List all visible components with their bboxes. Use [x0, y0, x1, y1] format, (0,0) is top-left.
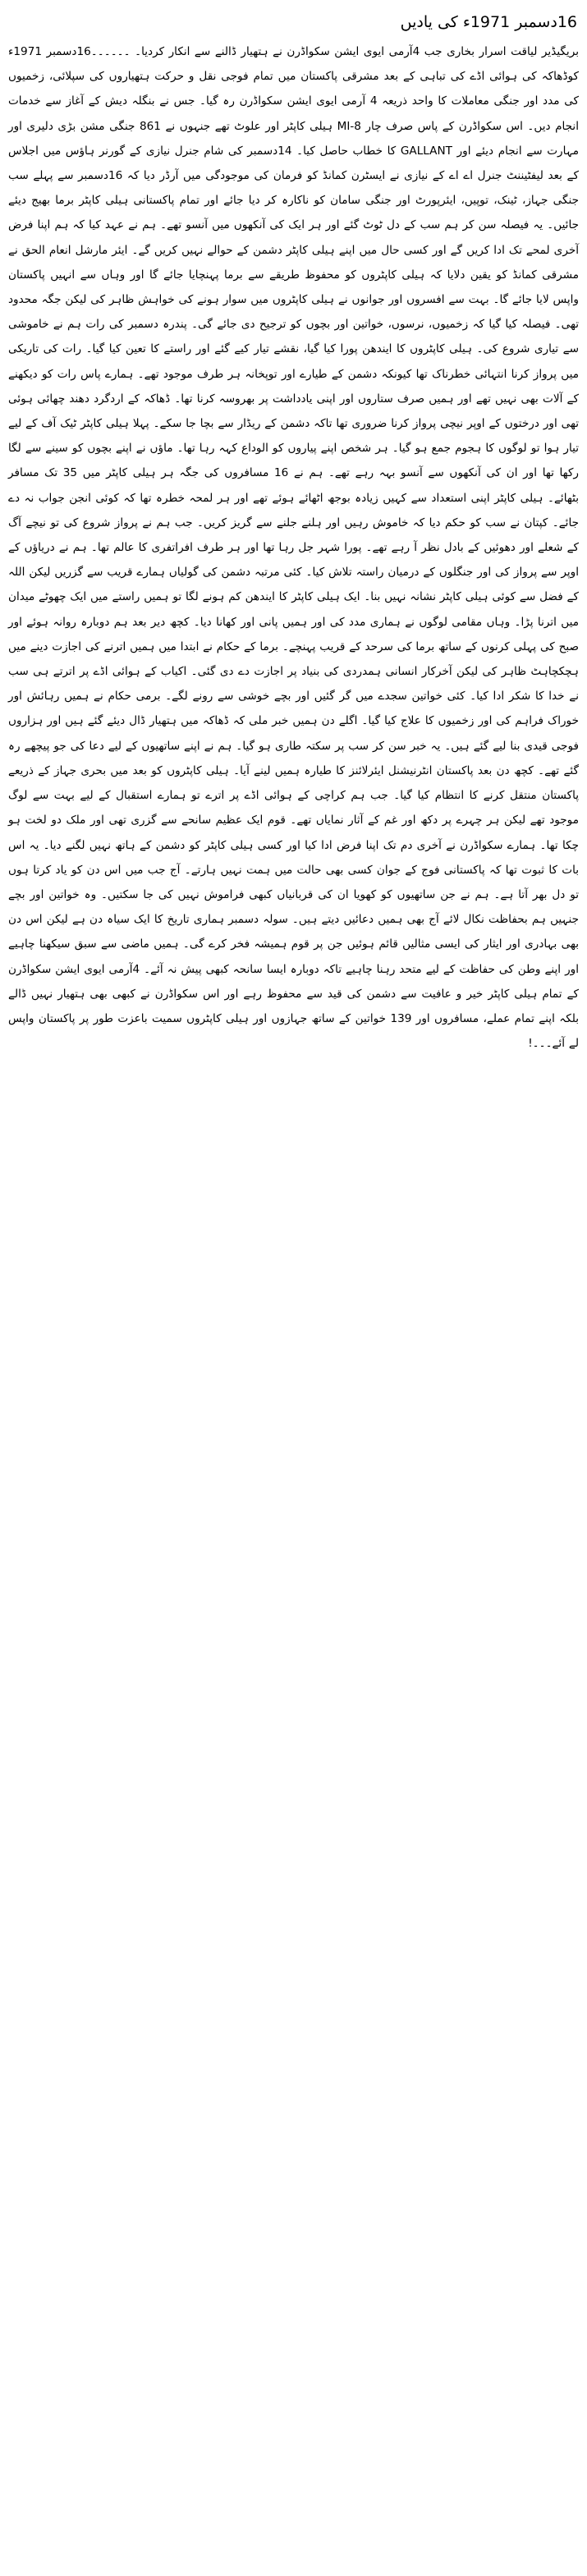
- article-paragraph: بریگیڈیر لیاقت اسرار بخاری جب 4آرمی ایوی ایشن سکواڈرن نے ہتھیار ڈالنے سے انکار کردیا۔ ۔۔۔۔۔۔16دسمبر 1971ء کوڈھاکہ کی ہوائی اڈے کی تباہی کے بعد مشرقی پاکستان میں تمام فوجی نقل و حرکت ہتھیاروں کی سپلائی، زخمیوں کی مدد اور جنگی معاملات کا واحد ذریعہ 4 آرمی ایوی ایشن سکواڈرن رہ گیا۔ جس نے بنگلہ دیش کے آغاز سے خدمات انجام دیں۔ اس سکواڈرن کے پاس صرف چار MI-8 ہیلی کاپٹر اور علوٹ تھے جنہوں نے 861 جنگی مشن بڑی دلیری اور مہارت سے انجام دیئے اور GALLANT کا خطاب حاصل کیا۔ 14دسمبر کی شام جنرل نیازی کے گورنر ہاؤس میں اجلاس کے بعد لیفٹیننٹ جنرل اے اے کے نیازی نے ایسٹرن کمانڈ کو فرمان کی موجودگی میں آرڈر دیا کہ 16دسمبر سے پہلے سب جنگی جہاز، ٹینک، توپیں، ایئرپورٹ اور جنگی سامان کو ناکارہ کر دیا جائے اور تمام پاکستانی ہیلی کاپٹر برما بھیج دیئے جائیں۔ یہ فیصلہ سن کر ہم سب کے دل ٹوٹ گئے اور ہر ایک کی آنکھوں میں آنسو تھے۔ ہم نے عہد کیا کہ ہم اپنا فرض آخری لمحے تک ادا کریں گے اور کسی حال میں اپنے ہیلی کاپٹر دشمن کے حوالے نہیں کریں گے۔ ایئر مارشل انعام الحق نے مشرقی کمانڈ کو یقین دلایا کہ ہیلی کاپٹروں کو محفوظ طریقے سے برما پہنچایا جائے گا اور وہاں سے انہیں پاکستان واپس لایا جائے گا۔ بہت سے افسروں اور جوانوں نے ہیلی کاپٹروں میں سوار ہونے کی خواہش ظاہر کی لیکن جگہ محدود تھی۔ فیصلہ کیا گیا کہ زخمیوں، نرسوں، خواتین اور بچوں کو ترجیح دی جائے گی۔ پندرہ دسمبر کی رات ہم نے خاموشی سے تیاری شروع کی۔ ہیلی کاپٹروں کا ایندھن پورا کیا گیا، نقشے تیار کیے گئے اور راستے کا تعین کیا گیا۔ رات کی تاریکی میں پرواز کرنا انتہائی خطرناک تھا کیونکہ دشمن کے طیارے اور توپخانہ ہر طرف موجود تھے۔ ہمارے پاس رات کو دیکھنے کے آلات بھی نہیں تھے اور ہمیں صرف ستاروں اور اپنی یادداشت پر بھروسہ کرنا تھا۔ ڈھاکہ کے اردگرد دھند چھائی ہوئی تھی اور درختوں کے اوپر نیچی پرواز کرنا ضروری تھا تاکہ دشمن کے ریڈار سے بچا جا سکے۔ پہلا ہیلی کاپٹر ٹیک آف کے لیے تیار ہوا تو لوگوں کا ہجوم جمع ہو گیا۔ ہر شخص اپنے پیاروں کو الوداع کہہ رہا تھا۔ ماؤں نے اپنے بچوں کو سینے سے لگا رکھا تھا اور ان کی آنکھوں سے آنسو بہہ رہے تھے۔ ہم نے 16 مسافروں کی جگہ ہر ہیلی کاپٹر میں 35 تک مسافر بٹھائے۔ ہیلی کاپٹر اپنی استعداد سے کہیں زیادہ بوجھ اٹھائے ہوئے تھے اور ہر لمحہ خطرہ تھا کہ کوئی انجن جواب نہ دے جائے۔ کپتان نے سب کو حکم دیا کہ خاموش رہیں اور ہلنے جلنے سے گریز کریں۔ جب ہم نے پرواز شروع کی تو نیچے آگ کے شعلے اور دھوئیں کے بادل نظر آ رہے تھے۔ پورا شہر جل رہا تھا اور ہر طرف افراتفری کا عالم تھا۔ ہم نے دریاؤں کے اوپر سے پرواز کی اور جنگلوں کے درمیان راستہ تلاش کیا۔ کئی مرتبہ دشمن کی گولیاں ہمارے قریب سے گزریں لیکن اللہ کے فضل سے کوئی ہیلی کاپٹر نشانہ نہیں بنا۔ ایک ہیلی کاپٹر کا ایندھن کم ہونے لگا تو ہمیں راستے میں ایک چھوٹے میدان میں اترنا پڑا۔ وہاں مقامی لوگوں نے ہماری مدد کی اور ہمیں پانی اور کھانا دیا۔ کچھ دیر بعد ہم دوبارہ روانہ ہوئے اور صبح کی پہلی کرنوں کے ساتھ برما کی سرحد کے قریب پہنچے۔ برما کے حکام نے ابتدا میں ہمیں اترنے کی اجازت دینے میں ہچکچاہٹ ظاہر کی لیکن آخرکار انسانی ہمدردی کی بنیاد پر اجازت دے دی گئی۔ اکیاب کے ہوائی اڈے پر اترتے ہی سب نے خدا کا شکر ادا کیا۔ کئی خواتین سجدے میں گر گئیں اور بچے خوشی سے رونے لگے۔ برمی حکام نے ہمیں رہائش اور خوراک فراہم کی اور زخمیوں کا علاج کیا گیا۔ اگلے دن ہمیں خبر ملی کہ ڈھاکہ میں ہتھیار ڈال دیئے گئے ہیں اور ہزاروں فوجی قیدی بنا لیے گئے ہیں۔ یہ خبر سن کر سب پر سکتہ طاری ہو گیا۔ ہم نے اپنے ساتھیوں کے لیے دعا کی جو پیچھے رہ گئے تھے۔ کچھ دن بعد پاکستان انٹرنیشنل ایئرلائنز کا طیارہ ہمیں لینے آیا۔ ہیلی کاپٹروں کو بعد میں بحری جہاز کے ذریعے پاکستان منتقل کرنے کا انتظام کیا گیا۔ جب ہم کراچی کے ہوائی اڈے پر اترے تو ہمارے استقبال کے لیے بہت سے لوگ موجود تھے لیکن ہر چہرے پر دکھ اور غم کے آثار نمایاں تھے۔ قوم ایک عظیم سانحے سے گزری تھی اور ملک دو لخت ہو چکا تھا۔ ہمارے سکواڈرن نے آخری دم تک اپنا فرض ادا کیا اور کسی ہیلی کاپٹر کو دشمن کے ہاتھ نہیں لگنے دیا۔ یہ اس بات کا ثبوت تھا کہ پاکستانی فوج کے جوان کسی بھی حالت میں ہمت نہیں ہارتے۔ آج جب میں اس دن کو یاد کرتا ہوں تو دل بھر آتا ہے۔ ہم نے جن ساتھیوں کو کھویا ان کی قربانیاں کبھی فراموش نہیں کی جا سکتیں۔ وہ خواتین اور بچے جنہیں ہم بحفاظت نکال لائے آج بھی ہمیں دعائیں دیتے ہیں۔ سولہ دسمبر ہماری تاریخ کا ایک سیاہ دن ہے لیکن اس دن بھی بہادری اور ایثار کی ایسی مثالیں قائم ہوئیں جن پر قوم ہمیشہ فخر کرے گی۔ ہمیں ماضی سے سبق سیکھنا چاہیے اور اپنے وطن کی حفاظت کے لیے متحد رہنا چاہیے تاکہ دوبارہ ایسا سانحہ کبھی پیش نہ آئے۔ 4آرمی ایوی ایشن سکواڈرن کے تمام ہیلی کاپٹر خیر و عافیت سے دشمن کی قید سے محفوظ رہے اور اس سکواڈرن نے کبھی بھی ہتھیار نہیں ڈالے بلکہ اپنے تمام عملے، مسافروں اور 139 خواتین کے ساتھ جہازوں اور ہیلی کاپٹروں سمیت باعزت طور پر پاکستان واپس لے آئے۔۔۔!: [8, 45, 580, 1051]
- article-title: 16دسمبر 1971ء کی یادیں: [400, 13, 577, 31]
- article-body: [8, 39, 579, 1056]
